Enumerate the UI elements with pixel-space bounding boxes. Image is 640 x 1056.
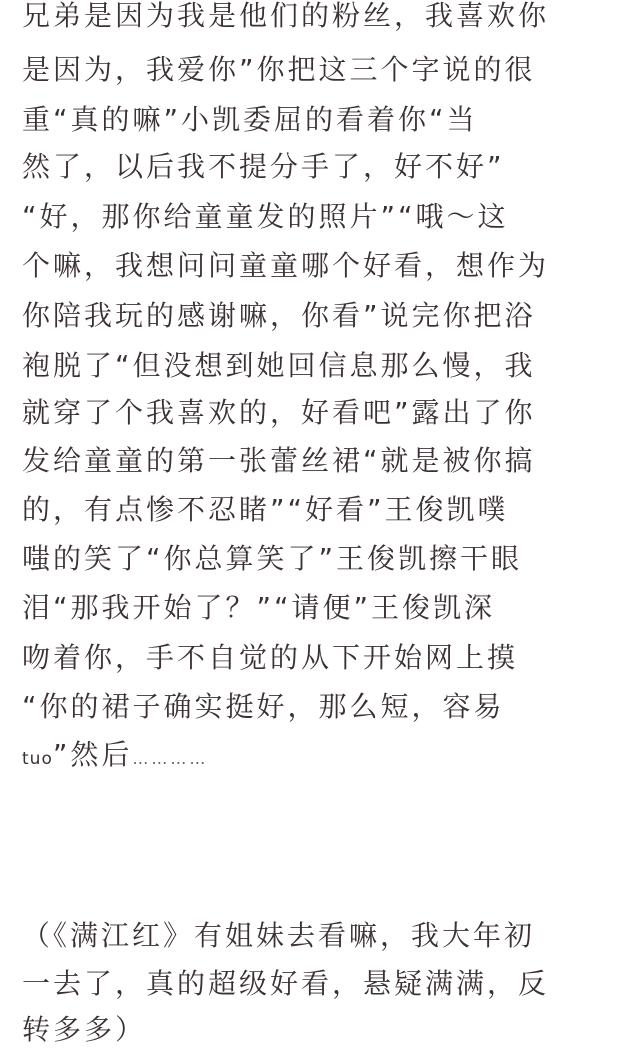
story-line: 的，有点惨不忍睹”“好看”王俊凯噗 (22, 493, 509, 526)
ellipsis-dots: ………… (132, 749, 209, 768)
story-line: 个嘛，我想问问童童哪个好看，想作为 (22, 249, 550, 282)
note-line: （《满江红》有姐妹去看嘛，我大年初 (22, 919, 536, 952)
story-line: 兄弟是因为我是他们的粉丝，我喜欢你 (22, 0, 550, 32)
story-line: 泪“那我开始了？”“请便”王俊凯深 (22, 591, 496, 624)
story-line: 是因为，我爱你”你把这三个字说的很 (22, 53, 536, 86)
story-line: “好，那你给童童发的照片”“哦～这 (22, 200, 509, 233)
story-line: 嗤的笑了“你总算笑了”王俊凯擦干眼 (22, 542, 523, 575)
story-line: 你陪我玩的感谢嘛，你看”说完你把浴 (22, 299, 536, 332)
story-line: 袍脱了“但没想到她回信息那么慢，我 (22, 349, 536, 382)
story-last-line (22, 731, 622, 779)
story-last-line-prefix: tuo (22, 749, 53, 769)
note-line: 一去了，真的超级好看，悬疑满满，反 (22, 967, 550, 1000)
note-line: 转多多） (22, 1013, 147, 1046)
story-line: 然了，以后我不提分手了，好不好” (22, 150, 505, 183)
story-last-line-text: ”然后 (52, 738, 133, 771)
story-line: 吻着你，手不自觉的从下开始网上摸 (22, 641, 519, 674)
story-line: “你的裙子确实挺好，那么短，容易 (22, 690, 505, 723)
story-line: 发给童童的第一张蕾丝裙“就是被你搞 (22, 444, 536, 477)
story-line: 重“真的嘛”小凯委屈的看着你“当 (22, 103, 478, 136)
story-line: 就穿了个我喜欢的，好看吧”露出了你 (22, 396, 536, 429)
